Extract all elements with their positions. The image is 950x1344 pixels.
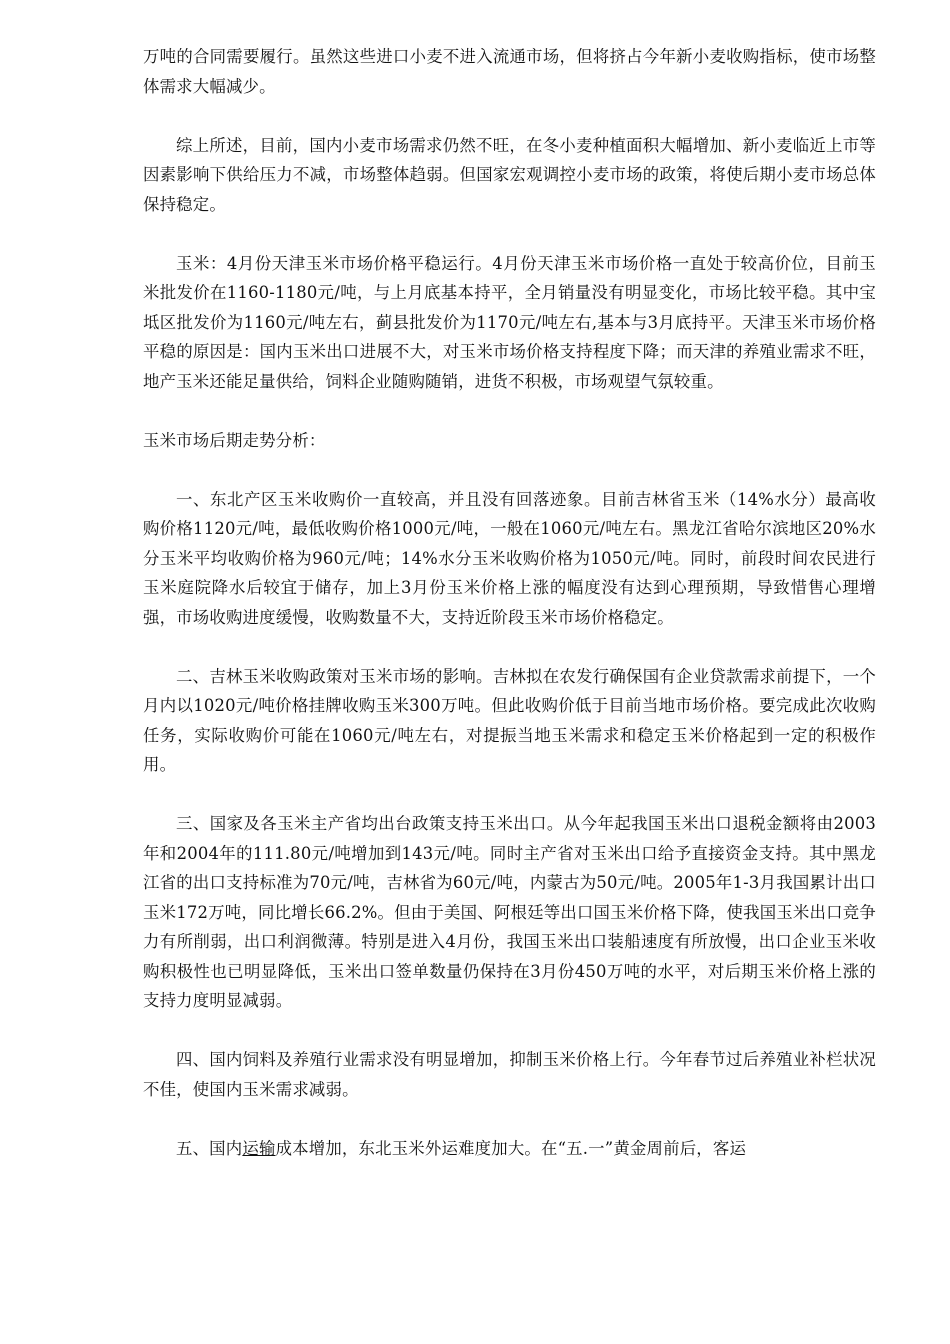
paragraph-4: 玉米市场后期走势分析： (143, 430, 326, 450)
paragraph-6: 二、吉林玉米收购政策对玉米市场的影响。吉林拟在农发行确保国有企业贷款需求前提下，一个月内以1020元/吨价格挂牌收购玉米300万吨。但此收购价低于目前当地市场价格。要完成此次收购任务，实际收购价可能在1060元/吨左右，对提振当地玉米需求和稳定玉米价格起到一定的积极作用。 (143, 666, 876, 774)
transport-link[interactable]: 运输 (242, 1138, 276, 1158)
paragraph-8: 四、国内饲料及养殖行业需求没有明显增加，抑制玉米价格上行。今年春节过后养殖业补栏状况不佳，使国内玉米需求减弱。 (143, 1050, 876, 1099)
paragraph-9-after: 成本增加，东北玉米外运难度加大。在“五.一”黄金周前后，客运 (275, 1138, 747, 1158)
paragraph-3: 玉米：4月份天津玉米市场价格平稳运行。4月份天津玉米市场价格一直处于较高价位，目前玉米批发价在1160-1180元/吨，与上月底基本持平，全月销量没有明显变化，市场比较平稳。其中宝坻区批发价为1160元/吨左右，蓟县批发价为1170元/吨左右,基本与3月底持平。天津玉米市场价格平稳的原因是：国内玉米出口进展不大，对玉米市场价格支持程度下降；而天津的养殖业需求不旺，地产玉米还能足量供给，饲料企业随购随销，进货不积极，市场观望气氛较重。 (143, 253, 876, 391)
paragraph-5: 一、东北产区玉米收购价一直较高，并且没有回落迹象。目前吉林省玉米（14%水分）最高收购价格1120元/吨，最低收购价格1000元/吨，一般在1060元/吨左右。黑龙江省哈尔滨地区20%水分玉米平均收购价格为960元/吨；14%水分玉米收购价格为1050元/吨。同时，前段时间农民进行玉米庭院降水后较宜于储存，加上3月份玉米价格上涨的幅度没有达到心理预期，导致惜售心理增强，市场收购进度缓慢，收购数量不大，支持近阶段玉米市场价格稳定。 (143, 489, 876, 627)
document-body (143, 42, 876, 1193)
paragraph-7: 三、国家及各玉米主产省均出台政策支持玉米出口。从今年起我国玉米出口退税金额将由2003年和2004年的111.80元/吨增加到143元/吨。同时主产省对玉米出口给予直接资金支持。其中黑龙江省的出口支持标准为70元/吨，吉林省为60元/吨，内蒙古为50元/吨。2005年1-3月我国累计出口玉米172万吨，同比增长66.2%。但由于美国、阿根廷等出口国玉米价格下降，使我国玉米出口竞争力有所削弱，出口利润微薄。特别是进入4月份，我国玉米出口装船速度有所放慢，出口企业玉米收购积极性也已明显降低，玉米出口签单数量仍保持在3月份450万吨的水平，对后期玉米价格上涨的支持力度明显减弱。 (143, 814, 876, 1010)
paragraph-9-before: 五、国内 (176, 1138, 243, 1158)
paragraph-2: 综上所述，目前，国内小麦市场需求仍然不旺，在冬小麦种植面积大幅增加、新小麦临近上市等因素影响下供给压力不减，市场整体趋弱。但国家宏观调控小麦市场的政策，将使后期小麦市场总体保持稳定。 (143, 135, 876, 214)
paragraph-9 (143, 1134, 876, 1164)
paragraph-1: 万吨的合同需要履行。虽然这些进口小麦不进入流通市场，但将挤占今年新小麦收购指标，使市场整体需求大幅减少。 (143, 47, 876, 96)
